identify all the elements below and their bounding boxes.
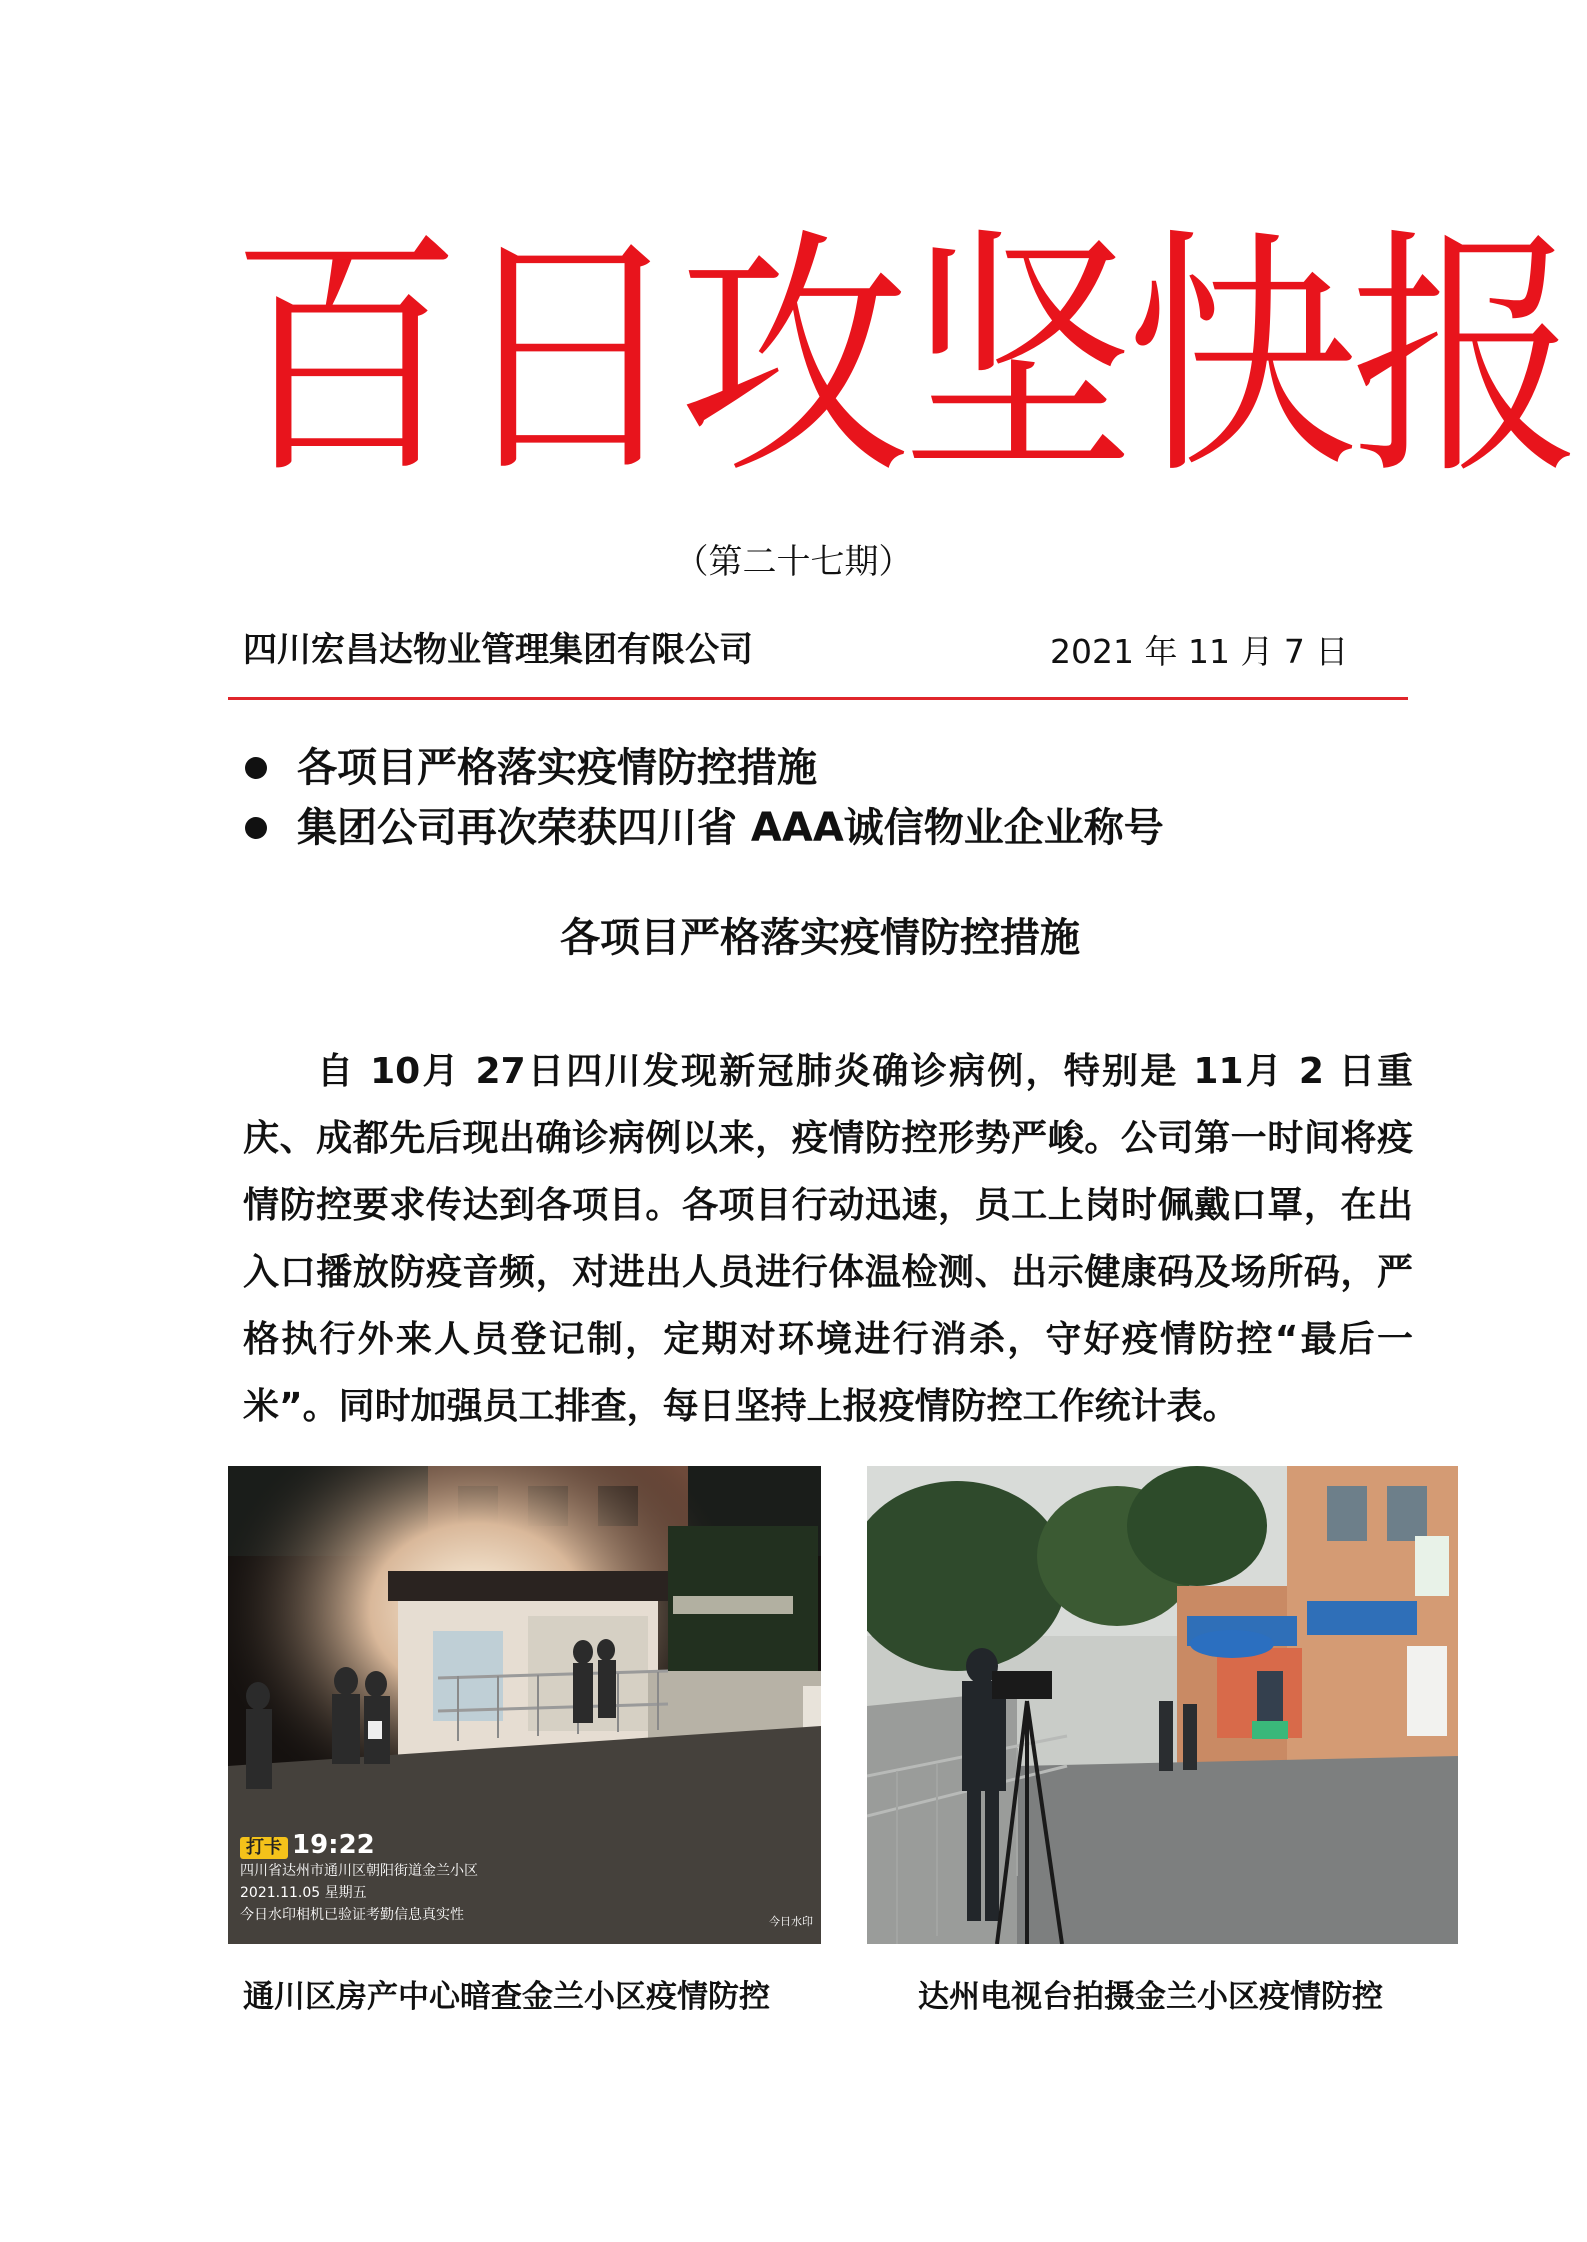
watermark-note: 今日水印相机已验证考勤信息真实性 bbox=[240, 1907, 464, 1923]
toc-item bbox=[245, 738, 1164, 798]
toc-item-label: 各项目严格落实疫情防控措施 bbox=[297, 745, 817, 791]
masthead-title: 百日攻坚快报 bbox=[230, 206, 1575, 510]
header-divider bbox=[228, 697, 1408, 700]
organization-name: 四川宏昌达物业管理集团有限公司 bbox=[243, 630, 753, 670]
photo-caption-left: 通川区房产中心暗查金兰小区疫情防控 bbox=[243, 1979, 770, 2015]
watermark-date: 2021.11.05 星期五 bbox=[240, 1885, 367, 1901]
photo-caption-right: 达州电视台拍摄金兰小区疫情防控 bbox=[918, 1979, 1383, 2015]
watermark-time: 19:22 bbox=[292, 1830, 375, 1860]
photo-tv-filming bbox=[867, 1466, 1458, 1944]
publish-date: 2021 年 11 月 7 日 bbox=[1050, 632, 1349, 671]
bullet-icon bbox=[245, 817, 267, 839]
section-title: 各项目严格落实疫情防控措施 bbox=[560, 915, 1080, 961]
section-paragraph: 自 10月 27日四川发现新冠肺炎确诊病例，特别是 11月 2 日重庆、成都先后现出确诊病例以来，疫情防控形势严峻。公司第一时间将疫情防控要求传达到各项目。各项目行动迅速，员工上岗时佩戴口罩，在出入口播放防疫音频，对进出人员进行体温检测、出示健康码及场所码，严格执行外来人员登记制，定期对环境进行消杀，守好疫情防控“最后一米”。同时加强员工排查，每日坚持上报疫情防控工作统计表。 bbox=[243, 1051, 1413, 1427]
checkin-badge: 打卡 bbox=[240, 1837, 288, 1859]
watermark-brand: 今日水印 bbox=[769, 1915, 813, 1928]
issue-number: （第二十七期） bbox=[674, 542, 913, 582]
toc-item bbox=[245, 798, 1164, 858]
photo-night-checkpoint bbox=[228, 1466, 821, 1944]
table-of-contents bbox=[245, 738, 1164, 858]
photo-watermark bbox=[240, 1830, 478, 1926]
bullet-icon bbox=[245, 757, 267, 779]
watermark-location: 四川省达州市通川区朝阳街道金兰小区 bbox=[240, 1863, 478, 1879]
toc-item-label: 集团公司再次荣获四川省 AAA诚信物业企业称号 bbox=[297, 805, 1164, 851]
tv-filming-image bbox=[867, 1466, 1458, 1944]
